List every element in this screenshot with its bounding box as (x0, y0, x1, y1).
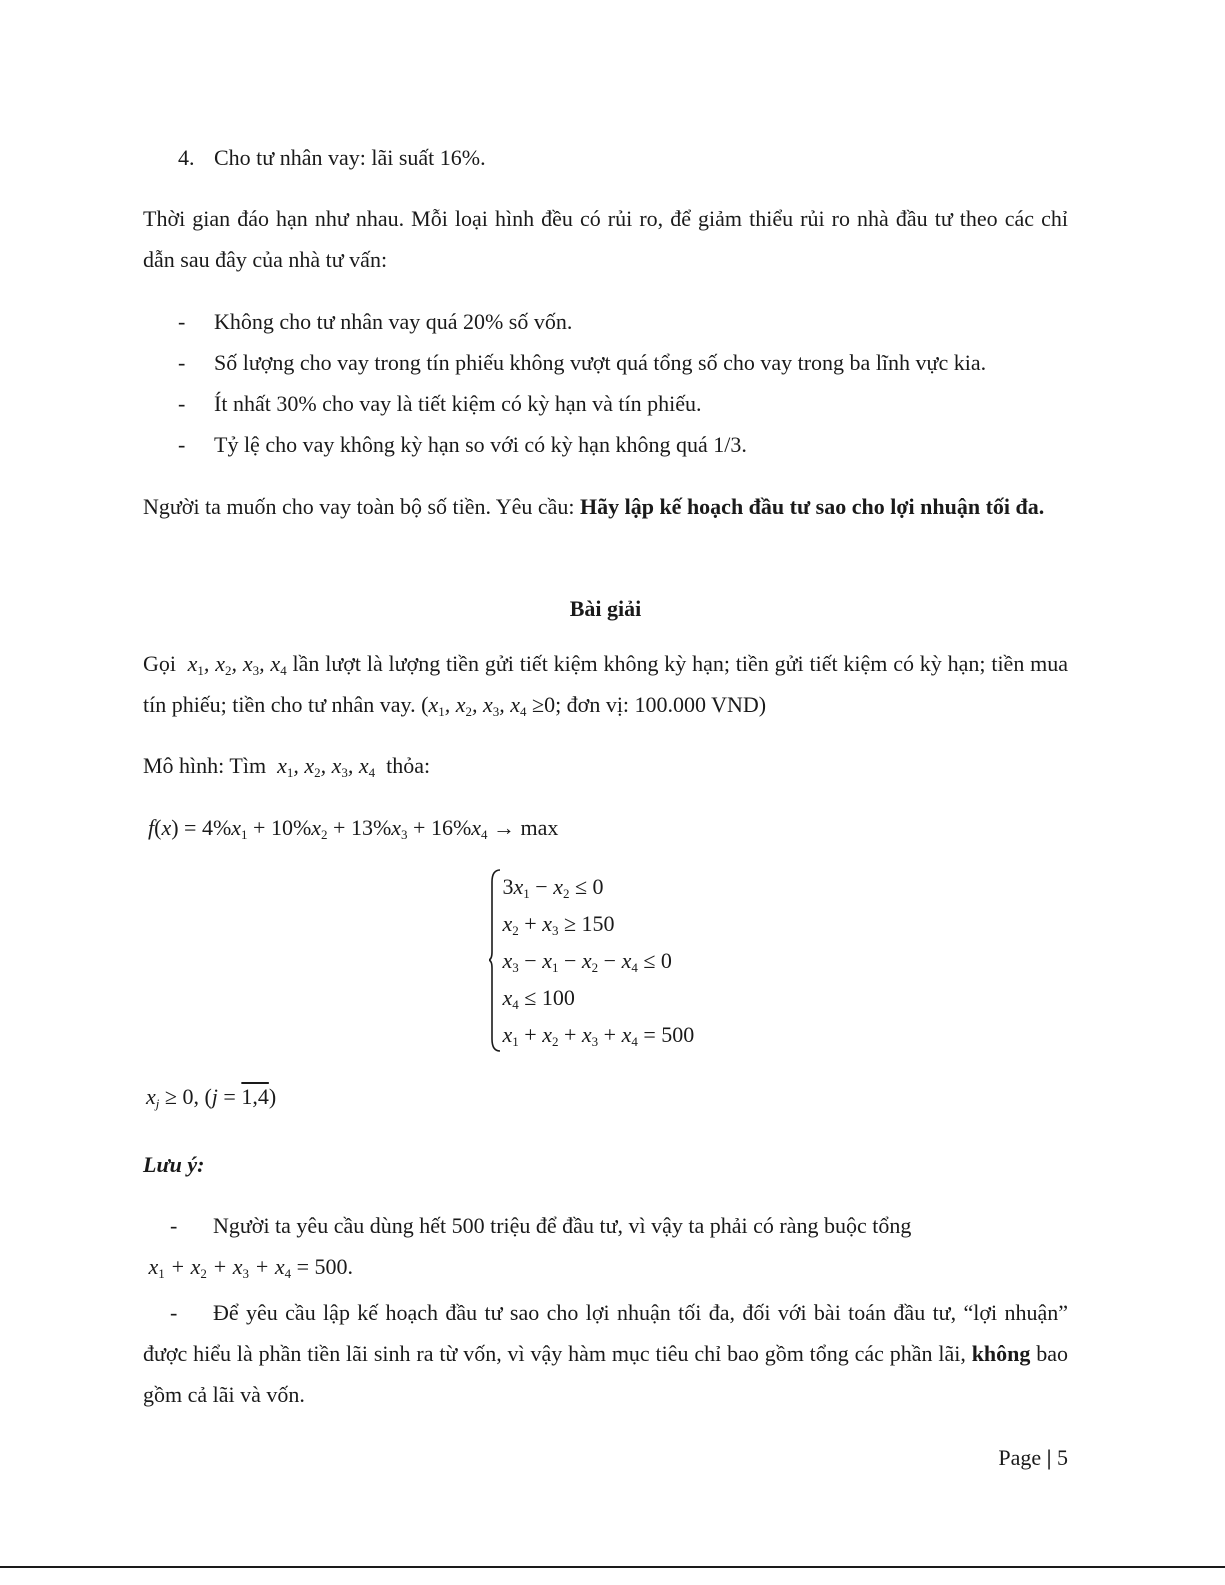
list-item: - Không cho tư nhân vay quá 20% số vốn. (178, 302, 1068, 343)
nonnegativity-condition: $x_j \ge 0$, (j = 1,4) (146, 1084, 277, 1111)
page-footer: Page | 5 (998, 1445, 1068, 1470)
bullet-dash: - (178, 309, 186, 334)
note-item-2: - Để yêu cầu lập kế hoạch đầu tư sao cho lợi nhuận tối đa, đối với bài toán đầu tư, “lợi nhuận” được hiểu là phần tiền lãi sinh ra từ vốn, vì vậy hàm mục tiêu chỉ bao gồm tổng các phần lãi, không bao gồm cả lãi và vốn. (143, 1293, 1068, 1415)
list-item: - Số lượng cho vay trong tín phiếu không vượt quá tổng số cho vay trong ba lĩnh vực kia. (178, 343, 1068, 384)
constraint-2: $x_2 + x_3 \ge 150$ (502, 911, 615, 938)
note-item-1: - Người ta yêu cầu dùng hết 500 triệu để đầu tư, vì vậy ta phải có ràng buộc tổng $x_1 + x_2 + x_3 + x_4 = 500$. (143, 1206, 1068, 1287)
constraint-system (497, 868, 694, 1053)
brace-icon (489, 868, 503, 1053)
model-intro: Mô hình: Tìm $x_1$, $x_2$, $x_3$, $x_4$ thỏa: (143, 753, 431, 780)
list-item: - Tỷ lệ cho vay không kỳ hạn so với có kỳ hạn không quá 1/3. (178, 425, 1068, 466)
paragraph-variables: Gọi $x_1$, $x_2$, $x_3$, $x_4$ lần lượt là lượng tiền gửi tiết kiệm không kỳ hạn; tiền gửi tiết kiệm có kỳ hạn; tiền mua tín phiếu; tiền cho tư nhân vay. ($x_1$, $x_2$, $x_3$, $x_4 \ge 0$; đơn vị: 100.000 VND) (143, 651, 1069, 719)
list-number: 4. (178, 145, 195, 170)
requirement-bold: Hãy lập kế hoạch đầu tư sao cho lợi nhuận tối đa. (579, 494, 1045, 519)
section-title: Bài giải (569, 596, 642, 621)
list-item: - Ít nhất 30% cho vay là tiết kiệm có kỳ hạn và tín phiếu. (178, 384, 1068, 425)
page-number: 5 (1057, 1445, 1068, 1470)
variables-formula: $x_1$, $x_2$, $x_3$, $x_4$ (187, 651, 287, 678)
bullet-dash: - (178, 432, 186, 457)
note-title: Lưu ý: (143, 1152, 205, 1177)
note-list (143, 1206, 1068, 1415)
paragraph-maturity: Thời gian đáo hạn như nhau. Mỗi loại hình đều có rủi ro, để giảm thiểu rủi ro nhà đầu tư theo các chỉ dẫn sau đây của nhà tư vấn: (143, 206, 1068, 272)
bullet-dash: - (178, 350, 186, 375)
sum-formula: $x_1 + x_2 + x_3 + x_4$ (148, 1253, 292, 1281)
bottom-divider (0, 1566, 1225, 1568)
constraint-3: $x_3 - x_1 - x_2 - x_4 \le 0$ (502, 948, 672, 975)
bullet-dash: - (170, 1213, 178, 1238)
paragraph-requirement: Người ta muốn cho vay toàn bộ số tiền. Yêu cầu: Hãy lập kế hoạch đầu tư sao cho lợi nhuận tối đa. (143, 494, 1045, 519)
advisor-guidelines-list (178, 302, 1068, 466)
list-text: Cho tư nhân vay: lãi suất 16%. (214, 145, 486, 170)
bullet-dash: - (170, 1300, 178, 1326)
footer-separator: | (1046, 1445, 1052, 1470)
list-item-4 (178, 138, 486, 179)
constraint-1: $3x_1 - x_2 \le 0$ (497, 874, 604, 901)
variables-formula: $x_1$, $x_2$, $x_3$, $x_4$ (428, 691, 527, 719)
constraint-5: $x_1 + x_2 + x_3 + x_4 = 500$ (502, 1022, 695, 1049)
variables-formula: $x_1$, $x_2$, $x_3$, $x_4$ (277, 753, 376, 780)
bullet-dash: - (178, 391, 186, 416)
constraint-4: $x_4 \le 100$ (502, 985, 575, 1012)
objective-function: $f(x) = 4\%x_1 + 10\%x_2 + 13\%x_3 + 16\%x_4 \to \max$ (148, 815, 559, 842)
